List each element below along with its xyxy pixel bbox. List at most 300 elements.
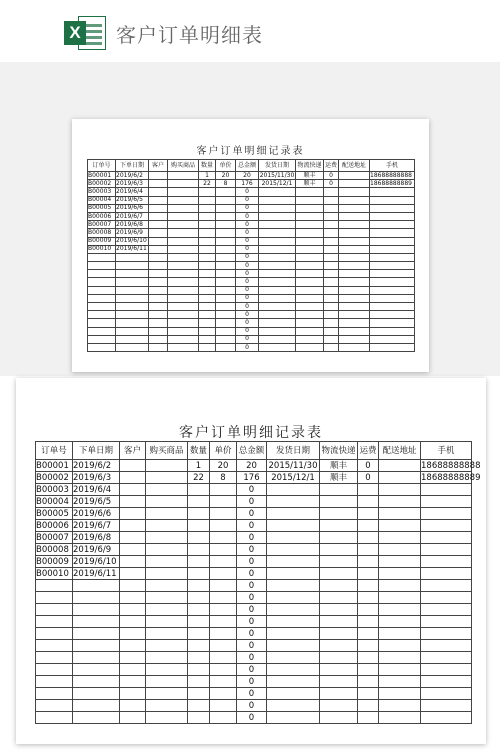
cell-order-id: [36, 640, 73, 652]
cell-shipping-fee: [358, 604, 379, 616]
cell-quantity: [188, 616, 210, 628]
cell-ship-date: [259, 278, 296, 286]
cell-address: [339, 180, 370, 188]
cell-courier: [296, 311, 324, 319]
cell-order-id: [36, 688, 73, 700]
cell-phone: [421, 592, 472, 604]
cell-order-date: 2019/6/5: [73, 496, 120, 508]
cell-ship-date: [267, 616, 320, 628]
cell-address: [339, 262, 370, 270]
table-row: [88, 343, 415, 351]
cell-customer: [149, 335, 168, 343]
cell-order-date: 2019/6/11: [73, 568, 120, 580]
cell-phone: [421, 640, 472, 652]
cell-customer: [149, 286, 168, 294]
cell-quantity: [199, 253, 216, 261]
cell-ship-date: [259, 245, 296, 253]
cell-order-date: 2019/6/3: [116, 180, 149, 188]
cell-ship-date: [259, 221, 296, 229]
cell-order-id: B00002: [88, 180, 116, 188]
cell-customer: [120, 676, 146, 688]
cell-shipping-fee: [358, 628, 379, 640]
table-row: [88, 204, 415, 212]
sheet-preview-large: [16, 378, 486, 744]
cell-total-amount: 0: [236, 278, 259, 286]
cell-customer: [120, 628, 146, 640]
cell-courier: [320, 700, 358, 712]
cell-shipping-fee: [358, 556, 379, 568]
cell-phone: [370, 303, 415, 311]
cell-total-amount: 0: [237, 568, 267, 580]
cell-total-amount: 0: [237, 640, 267, 652]
table-row: [36, 520, 472, 532]
cell-product: [146, 712, 188, 724]
cell-courier: [320, 664, 358, 676]
cell-order-id: B00008: [36, 544, 73, 556]
table-row: [88, 294, 415, 302]
cell-ship-date: [267, 652, 320, 664]
cell-phone: [370, 212, 415, 220]
cell-order-id: B00009: [36, 556, 73, 568]
cell-address: [379, 652, 421, 664]
cell-courier: 顺丰: [320, 472, 358, 484]
cell-courier: [296, 303, 324, 311]
cell-order-date: [73, 700, 120, 712]
cell-unit-price: [210, 664, 237, 676]
cell-quantity: [188, 604, 210, 616]
cell-quantity: [199, 319, 216, 327]
cell-total-amount: 0: [237, 532, 267, 544]
cell-total-amount: 176: [236, 180, 259, 188]
cell-quantity: [199, 327, 216, 335]
cell-phone: [421, 580, 472, 592]
cell-unit-price: [210, 652, 237, 664]
table-row: [88, 270, 415, 278]
cell-address: [339, 311, 370, 319]
cell-shipping-fee: 0: [324, 180, 339, 188]
cell-ship-date: [259, 294, 296, 302]
col-header-ship-date: 发货日期: [267, 442, 320, 460]
cell-address: [379, 556, 421, 568]
cell-quantity: 22: [199, 180, 216, 188]
cell-phone: [421, 712, 472, 724]
cell-product: [146, 460, 188, 472]
cell-unit-price: [210, 580, 237, 592]
cell-customer: [120, 652, 146, 664]
cell-phone: [370, 221, 415, 229]
cell-address: [339, 188, 370, 196]
cell-customer: [120, 472, 146, 484]
cell-unit-price: [216, 221, 236, 229]
cell-phone: [370, 343, 415, 351]
cell-address: [339, 172, 370, 180]
cell-phone: [421, 484, 472, 496]
cell-order-id: [36, 676, 73, 688]
cell-customer: [120, 592, 146, 604]
cell-order-id: [36, 628, 73, 640]
cell-order-date: [73, 604, 120, 616]
cell-unit-price: [210, 712, 237, 724]
cell-unit-price: [210, 544, 237, 556]
col-header-total-amount: 总金额: [236, 160, 259, 172]
cell-courier: [320, 532, 358, 544]
cell-unit-price: [216, 204, 236, 212]
preview-band: [0, 62, 500, 376]
cell-order-id: B00002: [36, 472, 73, 484]
cell-total-amount: 0: [236, 229, 259, 237]
col-header-customer: 客户: [120, 442, 146, 460]
cell-customer: [120, 580, 146, 592]
cell-total-amount: 0: [237, 592, 267, 604]
cell-phone: [370, 278, 415, 286]
table-row: [36, 508, 472, 520]
cell-order-id: [36, 580, 73, 592]
cell-product: [146, 568, 188, 580]
cell-order-id: [88, 303, 116, 311]
cell-order-date: [116, 270, 149, 278]
cell-courier: [320, 544, 358, 556]
cell-order-id: B00010: [36, 568, 73, 580]
cell-order-id: B00005: [88, 204, 116, 212]
cell-product: [146, 472, 188, 484]
cell-customer: [120, 496, 146, 508]
cell-courier: [320, 676, 358, 688]
cell-unit-price: [210, 568, 237, 580]
cell-customer: [120, 568, 146, 580]
cell-total-amount: 0: [237, 544, 267, 556]
cell-unit-price: [216, 311, 236, 319]
cell-phone: [421, 556, 472, 568]
cell-product: [146, 640, 188, 652]
cell-quantity: [188, 580, 210, 592]
cell-ship-date: [267, 700, 320, 712]
cell-ship-date: 2015/12/1: [259, 180, 296, 188]
cell-unit-price: [210, 640, 237, 652]
cell-product: [168, 237, 199, 245]
cell-phone: [370, 204, 415, 212]
cell-address: [339, 294, 370, 302]
cell-shipping-fee: [324, 286, 339, 294]
cell-ship-date: [259, 303, 296, 311]
cell-customer: [120, 544, 146, 556]
cell-order-id: B00001: [88, 172, 116, 180]
cell-order-date: [116, 278, 149, 286]
cell-product: [168, 221, 199, 229]
cell-total-amount: 0: [236, 294, 259, 302]
cell-order-date: 2019/6/7: [116, 212, 149, 220]
cell-ship-date: [267, 496, 320, 508]
cell-courier: [296, 229, 324, 237]
col-header-shipping-fee: 运费: [324, 160, 339, 172]
cell-unit-price: [216, 253, 236, 261]
cell-phone: [370, 253, 415, 261]
cell-order-id: [36, 652, 73, 664]
cell-customer: [149, 270, 168, 278]
table-row: [36, 700, 472, 712]
cell-courier: [296, 278, 324, 286]
table-row: [88, 311, 415, 319]
cell-ship-date: 2015/11/30: [268, 460, 318, 471]
cell-phone: [421, 664, 472, 676]
cell-address: [379, 508, 421, 520]
cell-order-id: [36, 592, 73, 604]
cell-total-amount: 0: [237, 604, 267, 616]
table-row: [36, 580, 472, 592]
cell-unit-price: 8: [216, 180, 236, 188]
cell-shipping-fee: [358, 640, 379, 652]
cell-phone: [370, 319, 415, 327]
col-header-address: 配送地址: [339, 160, 370, 172]
cell-ship-date: [259, 188, 296, 196]
cell-ship-date: [259, 253, 296, 261]
cell-quantity: [199, 270, 216, 278]
cell-ship-date: [259, 262, 296, 270]
cell-total-amount: 0: [236, 253, 259, 261]
cell-product: [146, 556, 188, 568]
cell-courier: 顺丰: [320, 460, 358, 472]
cell-customer: [149, 253, 168, 261]
cell-phone: [421, 616, 472, 628]
table-row: [36, 616, 472, 628]
cell-order-id: B00006: [88, 212, 116, 220]
col-header-phone: 手机: [421, 442, 472, 460]
table-row: [88, 253, 415, 261]
cell-courier: 顺丰: [296, 180, 324, 188]
table-row: [36, 484, 472, 496]
cell-customer: [149, 262, 168, 270]
cell-address: [339, 253, 370, 261]
cell-shipping-fee: [324, 204, 339, 212]
cell-courier: [296, 245, 324, 253]
cell-phone: [370, 311, 415, 319]
col-header-unit-price: 单价: [216, 160, 236, 172]
cell-order-date: 2019/6/8: [116, 221, 149, 229]
cell-total-amount: 0: [237, 628, 267, 640]
cell-shipping-fee: [358, 592, 379, 604]
cell-shipping-fee: [324, 327, 339, 335]
cell-shipping-fee: [324, 294, 339, 302]
cell-order-date: [116, 327, 149, 335]
cell-product: [146, 484, 188, 496]
cell-shipping-fee: [358, 688, 379, 700]
table-row: [88, 319, 415, 327]
cell-order-id: [88, 286, 116, 294]
cell-total-amount: 0: [237, 556, 267, 568]
cell-unit-price: [216, 245, 236, 253]
cell-phone: 18688888888: [370, 172, 415, 180]
cell-ship-date: [267, 580, 320, 592]
cell-customer: [149, 204, 168, 212]
cell-order-date: 2019/6/9: [116, 229, 149, 237]
cell-total-amount: 0: [236, 262, 259, 270]
cell-customer: [120, 460, 146, 472]
col-header-unit-price: 单价: [210, 442, 237, 460]
cell-quantity: [188, 544, 210, 556]
cell-order-id: [88, 278, 116, 286]
cell-total-amount: 0: [237, 580, 267, 592]
cell-address: [379, 628, 421, 640]
cell-quantity: [199, 237, 216, 245]
cell-address: [339, 327, 370, 335]
table-row: [88, 229, 415, 237]
cell-product: [168, 180, 199, 188]
cell-quantity: [199, 294, 216, 302]
cell-address: [379, 580, 421, 592]
cell-address: [379, 568, 421, 580]
cell-quantity: [188, 520, 210, 532]
cell-ship-date: [259, 212, 296, 220]
cell-product: [146, 544, 188, 556]
table-row: [88, 237, 415, 245]
cell-unit-price: [210, 496, 237, 508]
cell-ship-date: [259, 196, 296, 204]
cell-shipping-fee: [358, 496, 379, 508]
cell-quantity: [199, 245, 216, 253]
cell-order-date: [73, 676, 120, 688]
header: [0, 0, 500, 62]
cell-quantity: 22: [188, 472, 210, 484]
cell-quantity: [188, 496, 210, 508]
table-row: [36, 628, 472, 640]
cell-order-date: 2019/6/4: [116, 188, 149, 196]
col-header-quantity: 数量: [188, 442, 210, 460]
table-row: [88, 221, 415, 229]
cell-product: [168, 286, 199, 294]
order-table-small: [87, 159, 415, 352]
cell-order-date: 2019/6/7: [73, 520, 120, 532]
cell-address: [339, 303, 370, 311]
table-row: [36, 604, 472, 616]
cell-customer: [120, 688, 146, 700]
cell-order-date: 2019/6/2: [73, 460, 120, 472]
cell-address: [379, 532, 421, 544]
table-row: [36, 568, 472, 580]
cell-customer: [120, 700, 146, 712]
cell-order-date: [116, 286, 149, 294]
cell-shipping-fee: [358, 580, 379, 592]
cell-unit-price: [210, 556, 237, 568]
cell-total-amount: 0: [237, 652, 267, 664]
cell-ship-date: [267, 712, 320, 724]
cell-ship-date: [259, 237, 296, 245]
cell-address: [379, 616, 421, 628]
cell-quantity: [188, 700, 210, 712]
table-row: [88, 188, 415, 196]
cell-ship-date: [267, 556, 320, 568]
table-row: [36, 532, 472, 544]
cell-customer: [149, 303, 168, 311]
cell-ship-date: [267, 544, 320, 556]
cell-total-amount: 0: [237, 496, 267, 508]
cell-order-id: [88, 270, 116, 278]
cell-shipping-fee: [324, 188, 339, 196]
col-header-total-amount: 总金额: [237, 442, 267, 460]
table-row: [88, 196, 415, 204]
cell-order-date: [116, 294, 149, 302]
cell-phone: 18688888888: [421, 460, 481, 471]
table-row: [36, 652, 472, 664]
cell-address: [339, 335, 370, 343]
table-row: [36, 496, 472, 508]
cell-ship-date: [267, 484, 320, 496]
cell-customer: [120, 616, 146, 628]
cell-product: [168, 343, 199, 351]
cell-product: [168, 196, 199, 204]
cell-phone: [370, 335, 415, 343]
cell-customer: [120, 520, 146, 532]
cell-order-id: [36, 616, 73, 628]
cell-order-id: [88, 343, 116, 351]
cell-order-date: [116, 311, 149, 319]
cell-order-date: [73, 712, 120, 724]
cell-order-id: B00006: [36, 520, 73, 532]
col-header-address: 配送地址: [379, 442, 421, 460]
cell-ship-date: [267, 592, 320, 604]
cell-unit-price: [216, 294, 236, 302]
cell-product: [146, 592, 188, 604]
cell-customer: [149, 180, 168, 188]
col-header-order-date: 下单日期: [116, 160, 149, 172]
cell-order-date: 2019/6/2: [116, 172, 149, 180]
cell-courier: [320, 508, 358, 520]
col-header-order-date: 下单日期: [73, 442, 120, 460]
col-header-courier: 物流快递: [296, 160, 324, 172]
cell-order-id: [36, 664, 73, 676]
cell-order-id: B00004: [36, 496, 73, 508]
cell-product: [146, 508, 188, 520]
cell-shipping-fee: 0: [358, 472, 379, 484]
cell-shipping-fee: [324, 343, 339, 351]
cell-unit-price: [210, 676, 237, 688]
cell-shipping-fee: [324, 270, 339, 278]
cell-customer: [149, 319, 168, 327]
cell-courier: [320, 604, 358, 616]
cell-unit-price: [216, 286, 236, 294]
cell-product: [168, 278, 199, 286]
cell-quantity: 1: [188, 460, 210, 472]
cell-order-id: B00010: [88, 245, 116, 253]
cell-total-amount: 0: [236, 319, 259, 327]
cell-address: [379, 604, 421, 616]
cell-product: [146, 520, 188, 532]
cell-shipping-fee: [324, 237, 339, 245]
table-row: [36, 556, 472, 568]
cell-customer: [149, 237, 168, 245]
cell-total-amount: 0: [236, 196, 259, 204]
cell-product: [168, 172, 199, 180]
cell-order-id: [88, 311, 116, 319]
cell-unit-price: [210, 604, 237, 616]
cell-quantity: [188, 640, 210, 652]
cell-order-id: [88, 327, 116, 335]
cell-product: [146, 652, 188, 664]
cell-customer: [149, 311, 168, 319]
cell-order-date: [73, 664, 120, 676]
cell-order-date: [116, 335, 149, 343]
cell-phone: [370, 294, 415, 302]
cell-quantity: [199, 311, 216, 319]
cell-customer: [120, 640, 146, 652]
cell-total-amount: 0: [236, 311, 259, 319]
cell-order-id: [36, 700, 73, 712]
cell-quantity: [188, 568, 210, 580]
cell-quantity: [188, 676, 210, 688]
cell-order-id: B00007: [88, 221, 116, 229]
cell-total-amount: 0: [237, 616, 267, 628]
cell-courier: [296, 270, 324, 278]
cell-product: [168, 327, 199, 335]
cell-ship-date: [259, 204, 296, 212]
